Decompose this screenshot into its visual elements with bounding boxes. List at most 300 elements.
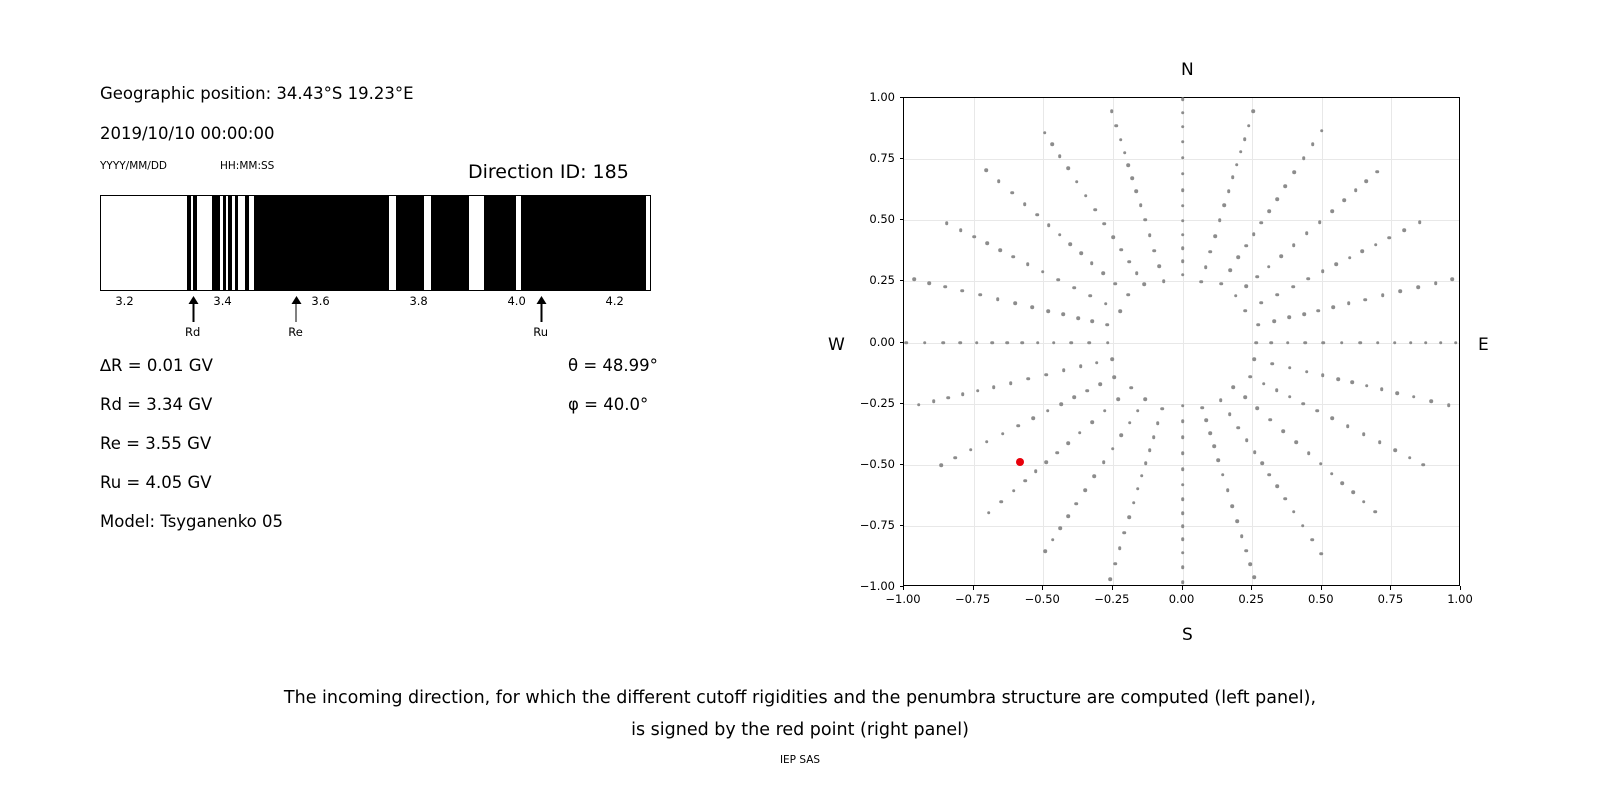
y-tick-label: 0.75 <box>869 151 895 166</box>
x-tick-label: 1.00 <box>1447 592 1473 606</box>
sky-map-point <box>1307 452 1311 456</box>
compass-north-label: N <box>1181 60 1194 80</box>
sky-map-point <box>1244 549 1248 553</box>
sky-map-point <box>1083 489 1087 493</box>
sky-map-point <box>1330 472 1334 476</box>
sky-map-point <box>1288 316 1292 320</box>
penumbra-x-tick-label: 3.6 <box>311 294 330 308</box>
sky-map-point <box>1181 204 1185 208</box>
y-tick-label: −0.75 <box>859 517 895 532</box>
sky-map-point <box>1208 431 1212 435</box>
sky-map-point <box>1069 341 1073 345</box>
sky-map-point <box>1148 448 1152 452</box>
sky-map-point <box>1204 265 1208 269</box>
sky-map-point <box>1181 551 1185 555</box>
sky-map-point <box>1252 358 1256 362</box>
x-tickmark <box>1182 586 1183 590</box>
sky-map-point <box>1268 473 1272 477</box>
sky-map-point <box>972 235 976 239</box>
penumbra-forbidden-band <box>223 196 226 290</box>
sky-map-point <box>1050 142 1054 146</box>
sky-map-point <box>1219 399 1223 403</box>
sky-map-point <box>1057 278 1061 282</box>
sky-map-point <box>1181 140 1185 144</box>
sky-map-point <box>1208 250 1212 254</box>
sky-map-point <box>1295 441 1299 445</box>
sky-map-point <box>1284 184 1288 188</box>
penumbra-forbidden-band <box>431 196 469 290</box>
sky-map-point <box>1058 233 1062 237</box>
y-tickmark <box>900 342 904 343</box>
sky-map-point <box>1447 403 1451 407</box>
sky-map-point <box>1000 500 1004 504</box>
sky-map-point <box>945 221 949 225</box>
sky-map-point <box>1128 260 1132 264</box>
metric-re: Re = 3.55 GV <box>100 434 212 453</box>
sky-map-point <box>1181 233 1185 237</box>
sky-map-point <box>1079 252 1083 256</box>
sky-map-point <box>1319 552 1323 556</box>
sky-map-point <box>1109 577 1113 581</box>
sky-map-point <box>1153 249 1157 253</box>
sky-map-point <box>954 456 958 460</box>
sky-map-point <box>1267 209 1271 213</box>
sky-map-point <box>1181 524 1185 528</box>
sky-map-point <box>1036 341 1040 345</box>
sky-map-point <box>1026 262 1030 266</box>
sky-map-point <box>1023 479 1027 483</box>
sky-map-point <box>1181 511 1185 515</box>
sky-map-point <box>1115 124 1119 128</box>
sky-map-point <box>1144 461 1148 465</box>
sky-map-point <box>1434 281 1438 285</box>
penumbra-forbidden-band <box>235 196 238 290</box>
sky-map-point <box>1135 271 1139 275</box>
sky-map-point <box>1026 377 1030 381</box>
sky-map-point <box>1269 418 1273 422</box>
sky-map-point <box>1090 420 1094 424</box>
sky-map-point <box>1231 504 1235 508</box>
sky-map-point <box>1234 294 1238 298</box>
sky-map-point <box>1365 179 1369 183</box>
sky-map-point <box>1439 341 1443 345</box>
sky-map-point <box>1270 341 1274 345</box>
sky-map-point <box>1237 426 1241 430</box>
sky-map-point <box>975 341 979 345</box>
marker-arrow-icon <box>537 296 547 304</box>
sky-map-point <box>1450 277 1454 281</box>
sky-map-point <box>1087 341 1091 345</box>
sky-map-point <box>1235 520 1239 524</box>
penumbra-x-tick-label: 3.8 <box>409 294 428 308</box>
sky-map-point <box>1393 448 1397 452</box>
sky-map-point <box>1143 283 1147 287</box>
sky-map-point <box>1422 463 1426 467</box>
sky-map-point <box>1009 381 1013 385</box>
sky-map-point <box>1136 409 1140 413</box>
sky-map-point <box>1373 510 1377 514</box>
sky-map-point <box>1073 286 1077 290</box>
sky-map-point <box>1305 232 1309 236</box>
sky-map-point <box>1252 232 1256 236</box>
sky-map-point <box>1010 191 1014 195</box>
x-tick-label: 0.25 <box>1238 592 1264 606</box>
sky-map-point <box>1113 375 1117 379</box>
sky-map-panel <box>800 0 1600 660</box>
sky-map-point <box>1321 374 1325 378</box>
sky-map-point <box>917 403 921 407</box>
penumbra-x-tick-label: 4.2 <box>605 294 624 308</box>
figure-caption <box>0 682 1600 746</box>
marker-label: Rd <box>184 325 201 339</box>
sky-map-point <box>1315 409 1319 413</box>
gridline-horizontal <box>904 281 1459 282</box>
y-tick-label: 0.00 <box>869 334 895 349</box>
sky-map-point <box>1399 289 1403 293</box>
sky-map-point <box>1110 357 1114 361</box>
sky-map-point <box>1162 280 1166 284</box>
sky-map-point <box>1127 164 1131 168</box>
sky-map-point <box>1291 285 1295 289</box>
sky-map-point <box>1091 320 1095 324</box>
sky-map-point <box>1365 384 1369 388</box>
sky-map-point <box>1045 460 1049 464</box>
sky-map-point <box>1409 341 1413 345</box>
sky-map-point <box>1275 293 1279 297</box>
sky-map-plot-area <box>903 97 1460 586</box>
sky-map-point <box>1001 432 1005 436</box>
sky-map-point <box>1156 421 1160 425</box>
sky-map-point <box>1305 370 1309 374</box>
sky-map-point <box>905 341 909 345</box>
sky-map-point <box>1020 341 1024 345</box>
sky-map-point <box>1260 462 1264 466</box>
sky-map-point <box>1248 375 1252 379</box>
sky-map-point <box>1143 398 1147 402</box>
sky-map-point <box>1237 256 1241 260</box>
sky-map-point <box>1254 341 1258 345</box>
sky-map-point <box>1412 395 1416 399</box>
sky-map-point <box>1311 143 1315 147</box>
sky-map-point <box>1374 243 1378 247</box>
sky-map-point <box>1416 285 1420 289</box>
sky-map-point <box>1066 515 1070 519</box>
penumbra-x-tick-label: 4.0 <box>507 294 526 308</box>
sky-map-point <box>1272 319 1276 323</box>
sky-map-point <box>969 448 973 452</box>
sky-map-point <box>1362 500 1366 504</box>
penumbra-marker-ru <box>533 292 549 339</box>
sky-map-point <box>1346 424 1350 428</box>
caption-line-2: is signed by the red point (right panel) <box>631 720 969 740</box>
sky-map-point <box>1157 264 1161 268</box>
sky-map-point <box>1335 263 1339 267</box>
penumbra-forbidden-band <box>484 196 515 290</box>
sky-map-point <box>1243 137 1247 141</box>
sky-map-point <box>1102 461 1106 465</box>
sky-map-point <box>1111 235 1115 239</box>
marker-label: Ru <box>533 325 549 339</box>
sky-map-point <box>1181 273 1185 277</box>
sky-map-point <box>1270 362 1274 366</box>
sky-map-point <box>1118 547 1122 551</box>
sky-map-point <box>1226 488 1230 492</box>
y-tick-label: 0.50 <box>869 212 895 227</box>
sky-map-point <box>978 293 982 297</box>
sky-map-point <box>1213 234 1217 238</box>
sky-map-point <box>1358 341 1362 345</box>
sky-map-point <box>1319 462 1323 466</box>
x-tickmark <box>903 586 904 590</box>
sky-map-point <box>1140 474 1144 478</box>
sky-map-point <box>1052 341 1056 345</box>
sky-map-point <box>1116 397 1120 401</box>
sky-map-point <box>1058 527 1062 531</box>
sky-map-point <box>1292 510 1296 514</box>
sky-map-point <box>984 168 988 172</box>
x-tickmark <box>973 586 974 590</box>
metric-delta-r: ∆R = 0.01 GV <box>100 356 213 375</box>
sky-map-point <box>1227 189 1231 193</box>
sky-map-point <box>1418 221 1422 225</box>
sky-map-point <box>1283 497 1287 501</box>
x-tick-label: 0.00 <box>1168 592 1195 606</box>
gridline-horizontal <box>904 465 1459 466</box>
sky-map-point <box>1336 377 1340 381</box>
sky-map-point <box>1231 176 1235 180</box>
sky-map-point <box>1181 435 1185 439</box>
sky-map-point <box>1218 219 1222 223</box>
penumbra-x-tick-label: 3.4 <box>213 294 232 308</box>
sky-map-point <box>1275 197 1279 201</box>
sky-map-point <box>1093 208 1097 212</box>
sky-map-point <box>1181 111 1185 115</box>
y-tickmark <box>900 97 904 98</box>
penumbra-forbidden-band <box>254 196 389 290</box>
sky-map-point <box>1059 402 1063 406</box>
sky-map-point <box>1301 524 1305 528</box>
sky-map-point <box>1199 280 1203 284</box>
sky-map-point <box>1111 447 1115 451</box>
y-tick-label: 1.00 <box>869 90 895 104</box>
footer-label: IEP SAS <box>779 754 821 766</box>
sky-map-point <box>1331 209 1335 213</box>
sky-map-point <box>1221 473 1225 477</box>
sky-map-point <box>1375 170 1379 174</box>
y-tick-label: −0.25 <box>859 395 895 410</box>
sky-map-point <box>1454 341 1458 345</box>
sky-map-point <box>1223 203 1227 207</box>
sky-map-point <box>1181 483 1185 487</box>
sky-map-point <box>998 248 1002 252</box>
sky-map-point <box>1259 221 1263 225</box>
sky-map-point <box>1362 433 1366 437</box>
sky-map-point <box>1062 369 1066 373</box>
y-tickmark <box>900 219 904 220</box>
sky-map-point <box>1066 167 1070 171</box>
compass-west-label: W <box>828 335 845 355</box>
gridline-vertical <box>1043 98 1044 585</box>
y-tickmark <box>900 586 904 587</box>
penumbra-bands-container <box>100 195 651 291</box>
sky-map-point <box>1043 549 1047 553</box>
penumbra-forbidden-band <box>193 196 197 290</box>
sky-map-point <box>1288 366 1292 370</box>
sky-map-point <box>946 396 950 400</box>
sky-map-point <box>1204 419 1208 423</box>
sky-map-point <box>1084 194 1088 198</box>
sky-map-point <box>1181 97 1185 101</box>
sky-map-point <box>1228 268 1232 272</box>
sky-map-point <box>1320 129 1324 133</box>
sky-map-point <box>1181 419 1185 423</box>
sky-map-point <box>1235 163 1239 167</box>
sky-map-point <box>1245 438 1249 442</box>
sky-map-point <box>1348 256 1352 260</box>
sky-map-point <box>1252 575 1256 579</box>
sky-map-point <box>1129 386 1133 390</box>
sky-map-point <box>1424 341 1428 345</box>
sky-map-point <box>1245 285 1249 289</box>
sky-map-point <box>1331 305 1335 309</box>
sky-map-point <box>1228 413 1232 417</box>
sky-map-point <box>1363 298 1367 302</box>
sky-map-point <box>1035 213 1039 217</box>
sky-map-point <box>1253 450 1257 454</box>
marker-label: Re <box>288 325 303 339</box>
sky-map-point <box>1099 382 1103 386</box>
sky-map-point <box>941 341 945 345</box>
sky-map-point <box>1181 219 1185 223</box>
sky-map-point <box>1275 485 1279 489</box>
sky-map-point <box>1058 154 1062 158</box>
sky-map-point <box>1161 407 1165 411</box>
sky-map-point <box>1012 489 1016 493</box>
sky-map-point <box>1244 244 1248 248</box>
sky-map-point <box>1330 416 1334 420</box>
sky-map-point <box>1044 373 1048 377</box>
sky-map-point <box>960 289 964 293</box>
sky-map-point <box>1127 515 1131 519</box>
sky-map-point <box>1351 381 1355 385</box>
metric-ru: Ru = 4.05 GV <box>100 473 212 492</box>
sky-map-point <box>1103 409 1107 413</box>
sky-map-point <box>1317 309 1321 313</box>
sky-map-point <box>1303 341 1307 345</box>
penumbra-marker-rd <box>184 292 201 339</box>
sky-map-point <box>1181 452 1185 456</box>
sky-map-point <box>923 341 927 345</box>
sky-map-point <box>939 463 943 467</box>
sky-map-point <box>1032 416 1036 420</box>
sky-map-point <box>1105 323 1109 327</box>
sky-map-point <box>1114 282 1118 286</box>
sky-map-point <box>1062 313 1066 317</box>
sky-map-point <box>1139 203 1143 207</box>
sky-map-point <box>1181 538 1185 542</box>
sky-map-point <box>1310 538 1314 542</box>
sky-map-point <box>1340 341 1344 345</box>
datetime-label: 2019/10/10 00:00:00 <box>100 124 275 143</box>
y-tickmark <box>900 403 904 404</box>
sky-map-point <box>1102 222 1106 226</box>
sky-map-point <box>1143 218 1147 222</box>
sky-map-point <box>1034 469 1038 473</box>
sky-map-point <box>1135 189 1139 193</box>
penumbra-x-axis <box>100 292 651 339</box>
x-tickmark <box>1321 586 1322 590</box>
sky-map-point <box>1244 309 1248 313</box>
sky-map-point <box>1251 110 1255 114</box>
time-format-hint: HH:MM:SS <box>220 160 275 172</box>
sky-map-point <box>1402 228 1406 232</box>
sky-map-point <box>997 179 1001 183</box>
sky-map-point <box>1347 302 1351 306</box>
metric-theta: θ = 48.99° <box>568 356 658 375</box>
penumbra-bar-chart <box>100 195 651 291</box>
compass-east-label: E <box>1478 335 1489 355</box>
sky-map-point <box>1104 302 1108 306</box>
gridline-vertical <box>1252 98 1253 585</box>
sky-map-point <box>1354 189 1358 193</box>
sky-map-point <box>1292 243 1296 247</box>
sky-map-point <box>1341 481 1345 485</box>
sky-map-point <box>961 392 965 396</box>
sky-map-point <box>1113 562 1117 566</box>
x-tickmark <box>1042 586 1043 590</box>
sky-map-point <box>1255 275 1259 279</box>
compass-south-label: S <box>1182 625 1193 645</box>
sky-map-point <box>1302 312 1306 316</box>
sky-map-point <box>1041 270 1045 274</box>
sky-map-point <box>1267 265 1271 269</box>
sky-map-point <box>1217 458 1221 462</box>
y-tickmark <box>900 280 904 281</box>
metric-model: Model: Tsyganenko 05 <box>100 512 284 531</box>
sky-map-point <box>1047 309 1051 313</box>
penumbra-forbidden-band <box>521 196 646 290</box>
sky-map-point <box>1181 565 1185 569</box>
x-tickmark <box>1251 586 1252 590</box>
sky-map-point <box>1012 255 1016 259</box>
sky-map-point <box>1118 309 1122 313</box>
sky-map-point <box>1031 305 1035 309</box>
selected-direction-point[interactable] <box>1016 458 1024 466</box>
sky-map-point <box>927 281 931 285</box>
sky-map-point <box>1376 341 1380 345</box>
sky-map-point <box>1051 538 1055 542</box>
penumbra-forbidden-band <box>212 196 220 290</box>
sky-map-point <box>1343 199 1347 203</box>
sky-map-point <box>1152 435 1156 439</box>
sky-map-point <box>1106 341 1110 345</box>
sky-map-point <box>1076 316 1080 320</box>
sky-map-point <box>1259 301 1263 305</box>
sky-map-point <box>1181 247 1185 251</box>
sky-map-point <box>1093 475 1097 479</box>
sky-map-point <box>1306 277 1310 281</box>
sky-map-point <box>912 278 916 282</box>
sky-map-point <box>1017 424 1021 428</box>
sky-map-point <box>1181 156 1185 160</box>
sky-map-point <box>1069 242 1073 246</box>
sky-map-point <box>1293 171 1297 175</box>
sky-map-point <box>1055 451 1059 455</box>
penumbra-panel <box>0 0 800 660</box>
sky-map-point <box>1090 261 1094 265</box>
sky-map-point <box>1181 468 1185 472</box>
penumbra-forbidden-band <box>187 196 191 290</box>
